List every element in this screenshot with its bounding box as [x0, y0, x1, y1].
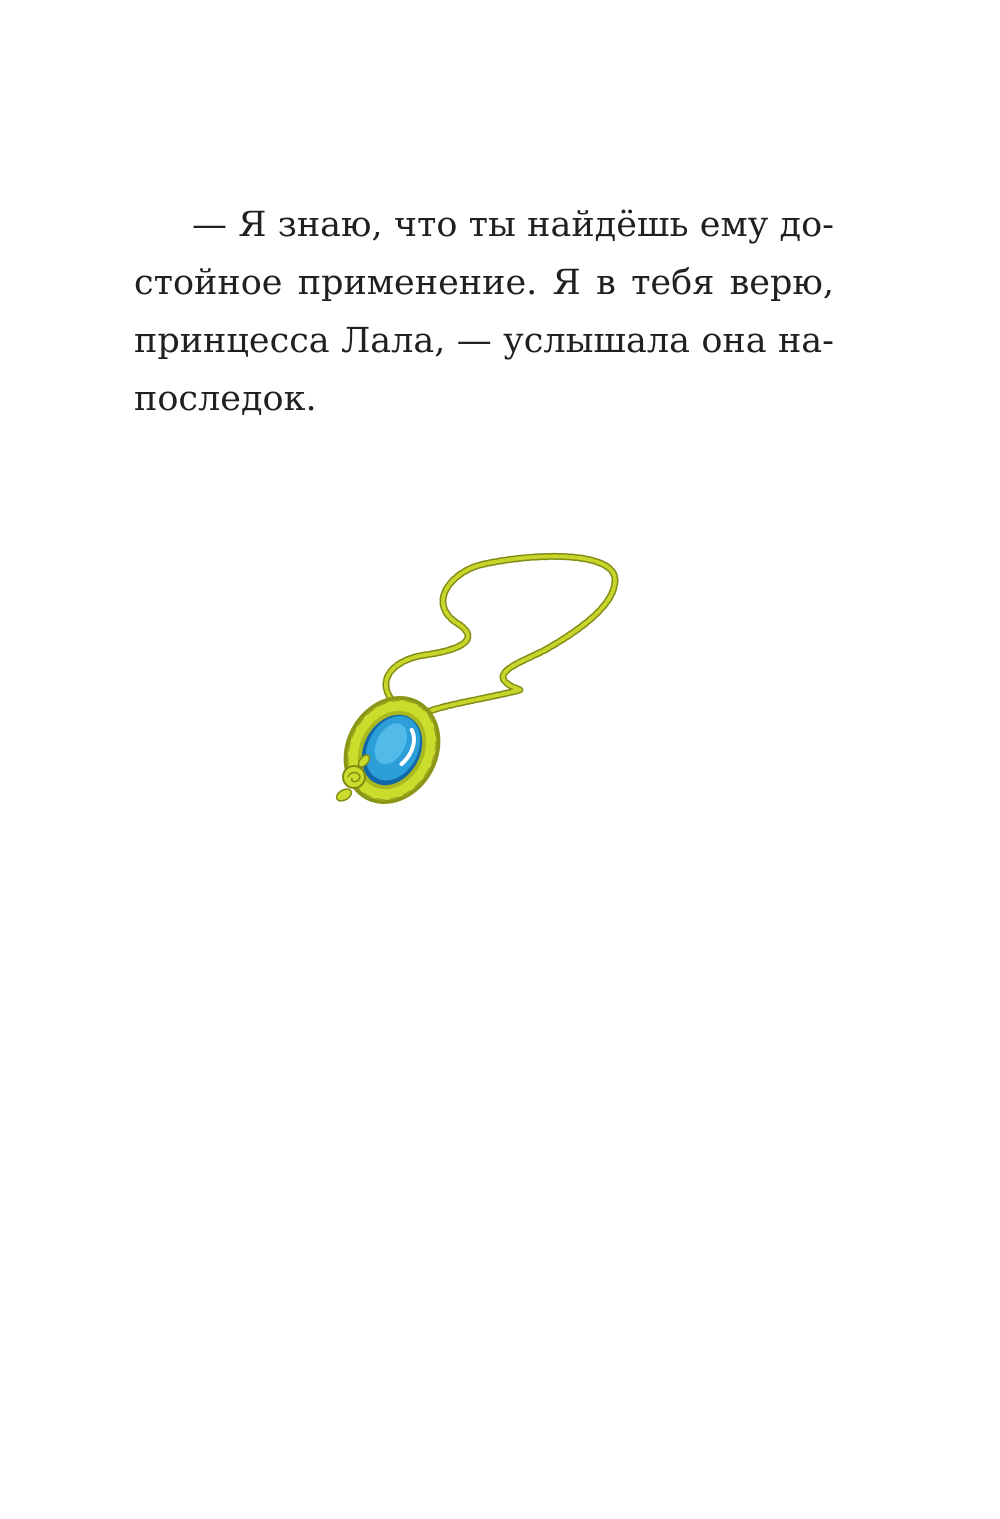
leaf-ornament [335, 787, 354, 804]
text-line-4: последок. [134, 379, 317, 419]
necklace-chain-outline [386, 556, 615, 715]
text-line-2: стойное применение. Я в тебя верю, [134, 263, 834, 303]
text-line-3: принцесса Лала, — услышала она на- [134, 321, 834, 361]
necklace-pendant-icon [330, 545, 630, 815]
rose-ornament [343, 766, 365, 788]
text-line-1: — Я знаю, что ты найдёшь ему до- [192, 205, 834, 245]
paragraph [134, 196, 834, 428]
